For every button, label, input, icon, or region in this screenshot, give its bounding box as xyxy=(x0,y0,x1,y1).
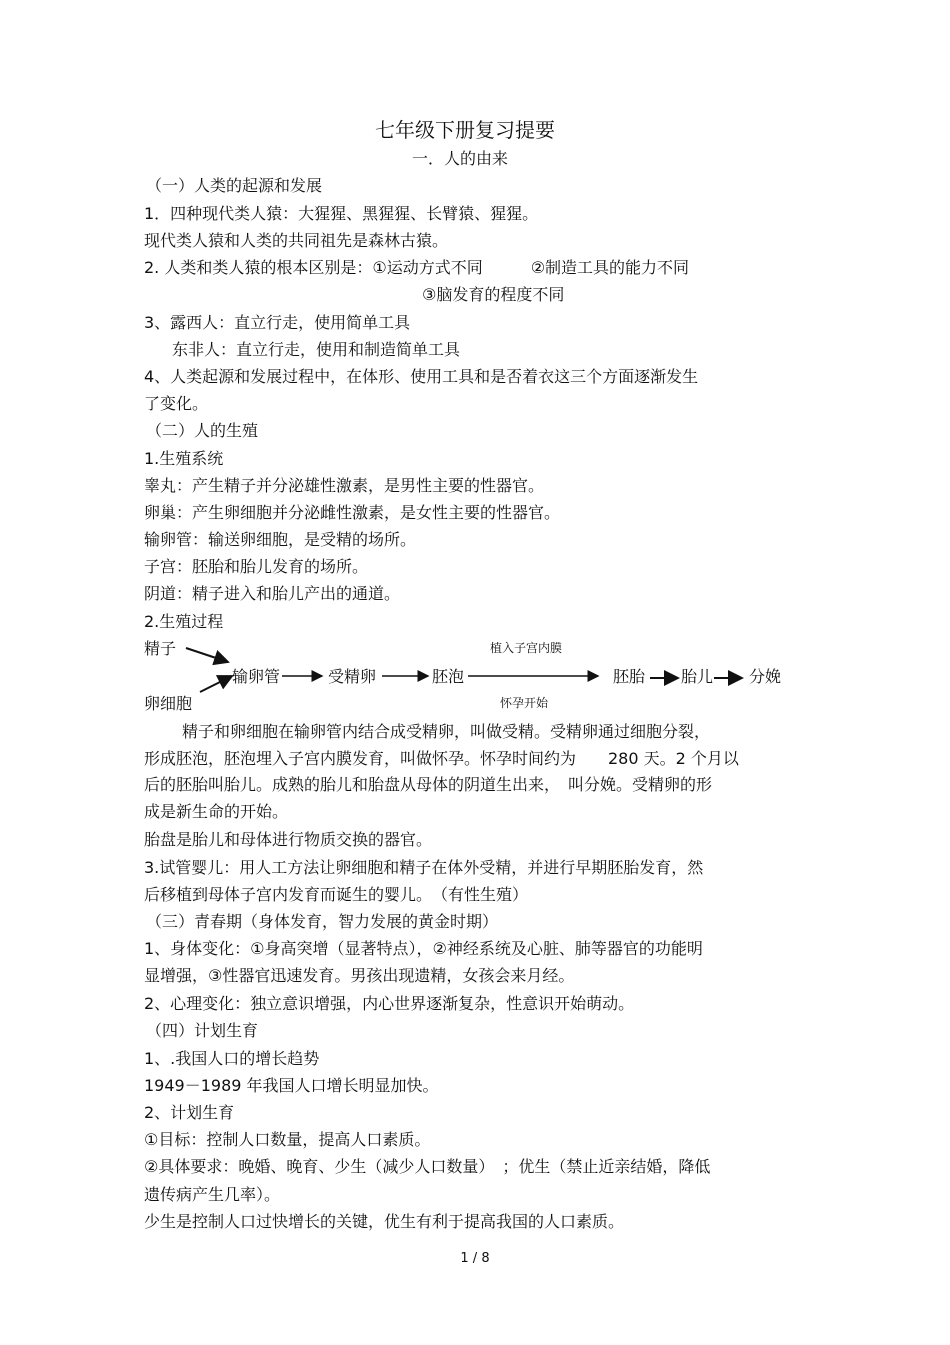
egg-label: 卵细胞 xyxy=(144,694,193,713)
text-line: 卵巢：产生卵细胞并分泌雌性激素，是女性主要的性器官。 xyxy=(144,503,561,522)
text-line: 成是新生命的开始。 xyxy=(144,802,289,821)
text-line: 1．四种现代类人猿：大猩猩、黑猩猩、长臂猿、猩猩。 xyxy=(144,204,539,223)
chapter-title: 一．人的由来 xyxy=(411,149,508,168)
process-arrows xyxy=(0,630,950,715)
text-line: 输卵管：输送卵细胞，是受精的场所。 xyxy=(144,530,417,549)
text-line: 2、心理变化：独立意识增强，内心世界逐渐复杂，性意识开始萌动。 xyxy=(144,994,635,1013)
text-line: 1949－1989 年我国人口增长明显加快。 xyxy=(144,1076,439,1095)
text-line: ①目标：控制人口数量，提高人口素质。 xyxy=(144,1130,431,1149)
text-line: 3.试管婴儿：用人工方法让卵细胞和精子在体外受精，并进行早期胚胎发育，然 xyxy=(144,858,704,877)
text-line: 现代类人猿和人类的共同祖先是森林古猿。 xyxy=(144,231,449,250)
oviduct-label: 输卵管 xyxy=(232,667,281,686)
text-line: 显增强，③性器官迅速发育。男孩出现遗精，女孩会来月经。 xyxy=(144,966,575,985)
section-heading: （二）人的生殖 xyxy=(146,421,259,440)
zygote-label: 受精卵 xyxy=(328,667,377,686)
text-line: ②具体要求：晚婚、晚育、少生（减少人口数量） ；优生（禁止近亲结婚，降低 xyxy=(144,1157,711,1176)
text-line: 2、计划生育 xyxy=(144,1103,235,1122)
text-line: 东非人：直立行走，使用和制造简单工具 xyxy=(172,340,461,359)
text-line: 形成胚泡，胚泡埋入子宫内膜发育，叫做怀孕。怀孕时间约为 280 天。2 个月以 xyxy=(144,749,739,768)
text-line: 精子和卵细胞在输卵管内结合成受精卵，叫做受精。受精卵通过细胞分裂， xyxy=(182,722,711,741)
text-line: 胎盘是胎儿和母体进行物质交换的器官。 xyxy=(144,830,433,849)
section-heading: （四）计划生育 xyxy=(146,1021,259,1040)
text-line: 1、.我国人口的增长趋势 xyxy=(144,1049,320,1068)
text-line: 了变化。 xyxy=(144,394,209,413)
reproduction-process-diagram xyxy=(0,630,950,715)
text-line: 遗传病产生几率）。 xyxy=(144,1185,281,1204)
section-heading: （三）青春期（身体发育，智力发展的黄金时期） xyxy=(146,912,499,931)
page-number: 1 / 8 xyxy=(460,1251,490,1266)
blastocyst-label: 胚泡 xyxy=(432,667,465,686)
text-line: 2.生殖过程 xyxy=(144,612,224,631)
arrow-sperm-to-oviduct xyxy=(186,648,228,662)
text-line: 2. 人类和类人猿的根本区别是：①运动方式不同 ②制造工具的能力不同 xyxy=(144,258,690,277)
text-line: 3、露西人：直立行走，使用简单工具 xyxy=(144,313,411,332)
text-line: 睾丸：产生精子并分泌雄性激素，是男性主要的性器官。 xyxy=(144,476,545,495)
section-heading: （一）人类的起源和发展 xyxy=(146,176,323,195)
pregnancy-label: 怀孕开始 xyxy=(500,696,549,710)
delivery-label: 分娩 xyxy=(749,667,782,686)
text-line: 4、人类起源和发展过程中，在体形、使用工具和是否着衣这三个方面逐渐发生 xyxy=(144,367,699,386)
document-title: 七年级下册复习提要 xyxy=(375,118,555,142)
text-line: ③脑发育的程度不同 xyxy=(422,285,565,304)
arrow-egg-to-oviduct xyxy=(200,676,232,692)
text-line: 少生是控制人口过快增长的关键，优生有利于提高我国的人口素质。 xyxy=(144,1212,625,1231)
fetus-label: 胎儿 xyxy=(681,667,714,686)
text-line: 1.生殖系统 xyxy=(144,449,224,468)
text-line: 子宫：胚胎和胎儿发育的场所。 xyxy=(144,557,369,576)
text-line: 1、身体变化：①身高突增（显著特点），②神经系统及心脏、肺等器官的功能明 xyxy=(144,939,703,958)
implant-label: 植入子宫内膜 xyxy=(490,641,563,655)
embryo-label: 胚胎 xyxy=(613,667,646,686)
text-line: 后移植到母体子宫内发育而诞生的婴儿。 （有性生殖） xyxy=(144,885,529,904)
text-line: 后的胚胎叫胎儿。成熟的胎儿和胎盘从母体的阴道生出来， 叫分娩。受精卵的形 xyxy=(144,775,713,794)
text-line: 阴道：精子进入和胎儿产出的通道。 xyxy=(144,584,401,603)
sperm-label: 精子 xyxy=(144,639,177,658)
